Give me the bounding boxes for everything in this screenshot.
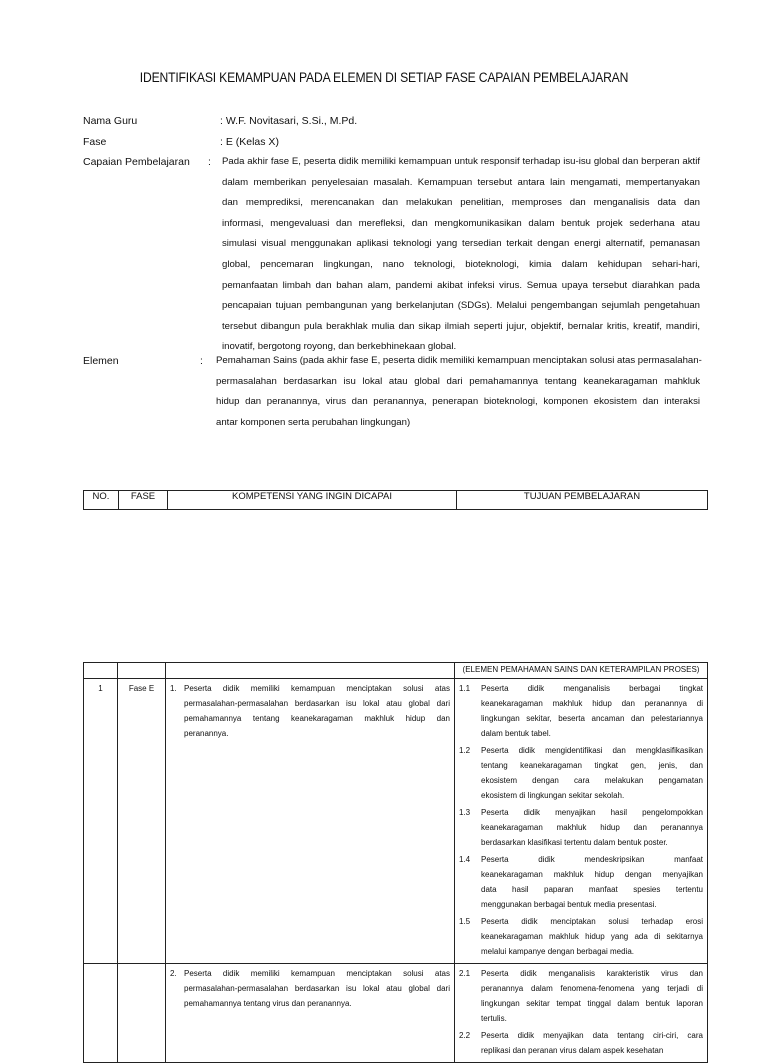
elemen-text bbox=[216, 351, 700, 433]
tujuan-text bbox=[481, 852, 703, 912]
text-line: pemahamannya tentang virus dan peranannya. bbox=[184, 999, 352, 1008]
tujuan-number: 1.2 bbox=[459, 746, 471, 755]
kompetensi-item bbox=[170, 966, 450, 1011]
tujuan-number: 1.5 bbox=[459, 917, 471, 926]
row-fase: Fase E bbox=[118, 679, 166, 964]
text-line: menggunakan berbagai bentuk media presentasi. bbox=[481, 900, 657, 909]
tujuan-number: 1.1 bbox=[459, 684, 471, 693]
text-line: simulasi visual menggunakan aplikasi teknologi yang tersedian terkait dengan energi alternatif, pemanasan bbox=[222, 238, 700, 250]
text-line: Pada akhir fase E, peserta didik memiliki kemampuan untuk responsif terhadap isu-isu global dan berperan aktif bbox=[222, 156, 700, 167]
guru-value: : W.F. Novitasari, S.Si., M.Pd. bbox=[220, 115, 358, 127]
tujuan-item bbox=[459, 805, 703, 850]
text-line: peranannya. bbox=[184, 729, 229, 738]
text-line: keanekaragaman makhluk hidup dengan menyajikan bbox=[481, 870, 703, 879]
text-line: permasalahan-permasalahan berdasarkan isu lokal atau global dari bbox=[184, 699, 450, 708]
tujuan-item bbox=[459, 1028, 703, 1058]
text-line: melalui kampanye dengan berbagai media. bbox=[481, 947, 634, 956]
row-no bbox=[84, 964, 118, 1063]
text-line: Peserta didik memiliki kemampuan menciptakan solusi atas bbox=[184, 969, 450, 978]
tujuan-number: 2.2 bbox=[459, 1031, 471, 1040]
text-line: global, pencemaran lingkungan, nano teknologi, bioteknologi, kimia dalam kehidupan sehari-hari, bbox=[222, 258, 700, 270]
text-line: dalam memberikan penyelesaian masalah. Kemampuan tersebut antara lain mengamati, mempertanyakan bbox=[222, 176, 700, 188]
row-fase bbox=[118, 964, 166, 1063]
main-table bbox=[83, 662, 708, 1063]
text-line: keanekaragaman makhluk hidup dan peranannya bbox=[481, 823, 703, 832]
text-line: berdasarkan klasifikasi tertentu dalam bentuk poster. bbox=[481, 838, 668, 847]
text-line: lingkungan sekitar, beserta ancaman dan pelestariannya bbox=[481, 714, 703, 723]
text-line: hidup dan peranannya, virus dan peranannya, penerapan bioteknologi, komponen ekosistem dan interaksi bbox=[216, 396, 700, 408]
text-line: keanekaragaman makhluk hidup yang ada di sekitarnya bbox=[481, 932, 703, 941]
row-tujuan bbox=[455, 679, 708, 964]
text-line: pencapaian tujuan pembangunan yang berkelanjutan (SDGs). Melalui pengembangan sejumlah pengetahuan bbox=[222, 300, 700, 312]
kompetensi-text bbox=[184, 681, 450, 741]
text-line: Peserta didik menganalisis berbagai tingkat bbox=[481, 684, 703, 693]
tujuan-text bbox=[481, 914, 703, 959]
header-kompetensi: KOMPETENSI YANG INGIN DICAPAI bbox=[168, 491, 457, 510]
text-line: informasi, mengevaluasi dan merefleksi, dan mengkomunikasikan dalam bentuk projek sederhana atau bbox=[222, 217, 700, 229]
guru-label: Nama Guru bbox=[83, 115, 138, 127]
text-line: data hasil paparan manfaat spesies tertentu bbox=[481, 885, 703, 894]
text-line: permasalahan berdasarkan isu lokal atau global dari pemahamannya tentang keanekaragaman mahkluk bbox=[216, 375, 700, 387]
tujuan-item bbox=[459, 852, 703, 912]
tujuan-item bbox=[459, 743, 703, 803]
tujuan-item bbox=[459, 966, 703, 1026]
text-line: antar komponen serta perubahan lingkungan) bbox=[216, 416, 411, 428]
elemen-label: Elemen bbox=[83, 355, 119, 367]
row-kompetensi bbox=[166, 679, 455, 964]
table-row bbox=[84, 964, 708, 1063]
cp-label: Capaian Pembelajaran bbox=[83, 156, 190, 168]
kompetensi-text bbox=[184, 966, 450, 1011]
text-line: peranannya dalam fenomena-fenomena yang terjadi di bbox=[481, 984, 703, 993]
kompetensi-number: 1. bbox=[170, 684, 177, 693]
main-header-kompetensi bbox=[166, 663, 455, 679]
text-line: dan memprediksi, merencanakan dan melakukan penelitian, memproses dan menganalisis data dan bbox=[222, 197, 700, 209]
row-no: 1 bbox=[84, 679, 118, 964]
text-line: keanekaragaman makhluk hidup dan peranannya di bbox=[481, 699, 703, 708]
header-fase: FASE bbox=[119, 491, 168, 510]
tujuan-item bbox=[459, 914, 703, 959]
text-line: replikasi dan peranan virus dalam aspek kesehatan bbox=[481, 1046, 664, 1055]
header-tujuan: TUJUAN PEMBELAJARAN bbox=[457, 491, 708, 510]
text-line: inovatif, bergotong royong, dan berkebhinekaan global. bbox=[222, 341, 457, 353]
tujuan-number: 1.3 bbox=[459, 808, 471, 817]
text-line: Peserta didik mendeskripsikan manfaat bbox=[481, 855, 703, 864]
tujuan-text bbox=[481, 966, 703, 1026]
text-line: Peserta didik menciptakan solusi terhadap erosi bbox=[481, 917, 703, 926]
text-line: pemanfaatan limbah dan bahan alam, pandemi akibat infeksi virus. Semua upaya tersebut diarahkan pada bbox=[222, 279, 700, 291]
text-line: Peserta didik menyajikan hasil pengelompokkan bbox=[481, 808, 703, 817]
tujuan-item bbox=[459, 681, 703, 741]
text-line: Pemahaman Sains (pada akhir fase E, peserta didik memiliki kemampuan menciptakan solusi atas permasalahan- bbox=[216, 355, 702, 366]
row-tujuan bbox=[455, 964, 708, 1063]
text-line: Peserta didik menyajikan data tentang ciri-ciri, cara bbox=[481, 1031, 703, 1040]
text-line: tersebut dibangun pula berakhlak mulia dan sikap ilmiah seperti jujur, objektif, bernalar kritis, kreatif, mandiri, bbox=[222, 320, 700, 332]
tujuan-text bbox=[481, 743, 703, 803]
main-header-right: (ELEMEN PEMAHAMAN SAINS DAN KETERAMPILAN PROSES) bbox=[455, 663, 708, 679]
fase-label: Fase bbox=[83, 136, 107, 148]
row-kompetensi bbox=[166, 964, 455, 1063]
text-line: tertulis. bbox=[481, 1014, 507, 1023]
text-line: Peserta didik memiliki kemampuan menciptakan solusi atas bbox=[184, 684, 450, 693]
text-line: permasalahan-permasalahan berdasarkan isu lokal atau global dari bbox=[184, 984, 450, 993]
table-row bbox=[84, 679, 708, 964]
cp-colon: : bbox=[208, 156, 211, 168]
header-no: NO. bbox=[84, 491, 119, 510]
kompetensi-item bbox=[170, 681, 450, 741]
fase-value: : E (Kelas X) bbox=[220, 136, 279, 148]
text-line: lingkungan sekitar tempat tinggal dalam bentuk laporan bbox=[481, 999, 703, 1008]
kompetensi-number: 2. bbox=[170, 969, 177, 978]
main-header-no bbox=[84, 663, 118, 679]
text-line: ekosistem dengan cara melakukan pengamatan bbox=[481, 776, 703, 785]
capaian-pembelajaran-text bbox=[222, 152, 700, 358]
text-line: pemahamannya tentang keanekaragaman makhluk hidup dan bbox=[184, 714, 450, 723]
tujuan-text bbox=[481, 805, 703, 850]
text-line: tentang keanekaragaman tingkat gen, jenis, dan bbox=[481, 761, 703, 770]
header-table bbox=[83, 490, 708, 510]
text-line: Peserta didik menganalisis karakteristik virus dan bbox=[481, 969, 703, 978]
text-line: ekosistem di lingkungan sekitar sekolah. bbox=[481, 791, 625, 800]
tujuan-number: 1.4 bbox=[459, 855, 471, 864]
elemen-colon: : bbox=[200, 355, 203, 367]
text-line: Peserta didik mengidentifikasi dan mengklasifikasikan bbox=[481, 746, 703, 755]
tujuan-text bbox=[481, 681, 703, 741]
tujuan-number: 2.1 bbox=[459, 969, 471, 978]
tujuan-text bbox=[481, 1028, 703, 1058]
text-line: dalam bentuk tabel. bbox=[481, 729, 551, 738]
main-header-fase bbox=[118, 663, 166, 679]
page-title: IDENTIFIKASI KEMAMPUAN PADA ELEMEN DI SETIAP FASE CAPAIAN PEMBELAJARAN bbox=[139, 70, 629, 85]
